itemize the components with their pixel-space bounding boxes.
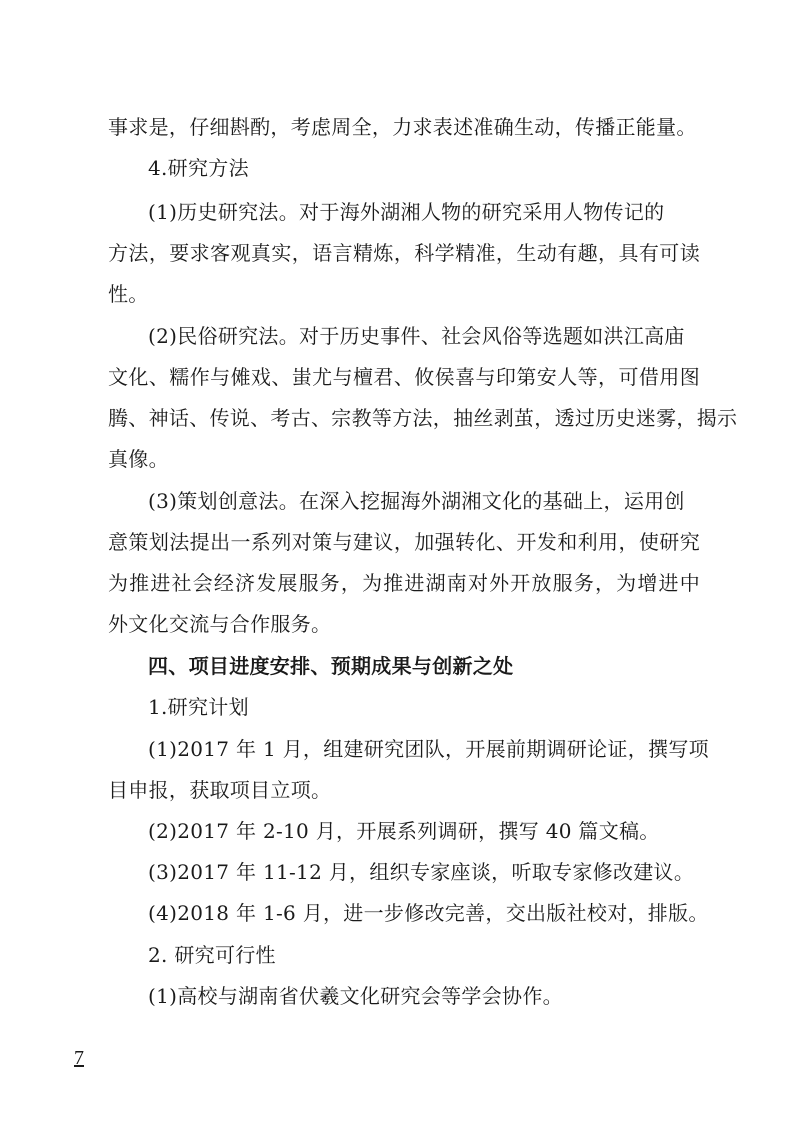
text-line: 方法，要求客观真实，语言精炼，科学精准，生动有趣，具有可读 [108,241,700,265]
text-line: (2)2017 年 2-10 月，开展系列调研，撰写 40 篇文稿。 [148,819,660,843]
text-line: 真像。 [108,447,169,471]
text-line: (1)历史研究法。对于海外湖湘人物的研究采用人物传记的 [148,200,665,224]
subheading-feasibility: 2. 研究可行性 [148,943,276,967]
text-line: 性。 [108,282,149,306]
section-heading-research-methods: 4.研究方法 [148,156,249,180]
text-line: 意策划法提出一系列对策与建议，加强转化、开发和利用，使研究 [108,530,700,554]
text-line: (4)2018 年 1-6 月，进一步修改完善，交出版社校对，排版。 [148,901,709,925]
text-line: 为推进社会经济发展服务，为推进湖南对外开放服务，为增进中 [108,571,700,595]
page-number: 7 [74,1047,84,1069]
text-line: (3)策划创意法。在深入挖掘海外湖湘文化的基础上，运用创 [148,489,685,513]
text-line: (3)2017 年 11-12 月，组织专家座谈，听取专家修改建议。 [148,860,695,884]
text-line: (1)2017 年 1 月，组建研究团队，开展前期调研论证，撰写项 [148,737,709,761]
text-line: 外文化交流与合作服务。 [108,612,332,636]
section-heading-schedule: 四、项目进度安排、预期成果与创新之处 [148,654,514,678]
text-line: 事求是，仔细斟酌，考虑周全，力求表述准确生动，传播正能量。 [108,115,697,139]
text-line: 腾、神话、传说、考古、宗教等方法，抽丝剥茧，透过历史迷雾，揭示 [108,406,738,430]
text-line: (2)民俗研究法。对于历史事件、社会风俗等选题如洪江高庙 [148,324,685,348]
text-line: 文化、糯作与傩戏、蚩尤与檀君、攸侯喜与印第安人等，可借用图 [108,365,700,389]
text-line: (1)高校与湖南省伏羲文化研究会等学会协作。 [148,984,563,1008]
subheading-research-plan: 1.研究计划 [148,695,249,719]
text-line: 目申报，获取项目立项。 [108,778,332,802]
